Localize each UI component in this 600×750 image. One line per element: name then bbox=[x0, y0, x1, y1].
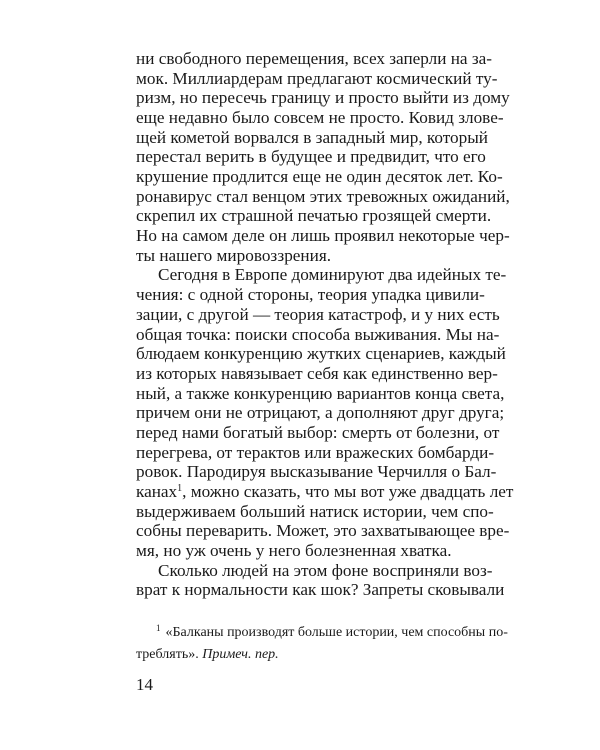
footnote-marker: 1 bbox=[156, 623, 161, 633]
body-line: щей кометой ворвался в западный мир, который bbox=[136, 127, 488, 147]
paragraph-start-line: Сегодня в Европе доминируют два идейных те- bbox=[158, 265, 507, 285]
body-line: выдерживаем больший натиск истории, чем спо- bbox=[136, 501, 494, 521]
body-line-fragment: , можно сказать, что мы вот уже двадцать лет bbox=[182, 481, 514, 501]
body-line: мя, но уж очень у него болезненная хватка. bbox=[136, 540, 452, 560]
page-number: 14 bbox=[136, 675, 153, 694]
body-line-fragment: канах bbox=[136, 481, 178, 501]
body-line: крушение продлится еще не один десяток лет. Ко- bbox=[136, 167, 503, 187]
body-line: чения: с одной стороны, теория упадка цивили- bbox=[136, 285, 485, 305]
body-line: еще недавно было совсем не просто. Ковид зловe- bbox=[136, 108, 504, 128]
body-line: ризм, но пересечь границу и просто выйти из дому bbox=[136, 88, 510, 108]
body-line: врат к нормальности как шок? Запреты сковывали bbox=[136, 580, 505, 600]
body-line: из которых навязывает себя как единственно вер- bbox=[136, 363, 498, 383]
body-line: причем они не отрицают, а дополняют друг друга; bbox=[136, 403, 505, 423]
body-line: перегрева, от терактов или вражеских бомбарди- bbox=[136, 442, 495, 462]
footnote bbox=[156, 622, 508, 644]
footnote-translator-note: Примеч. пер. bbox=[202, 647, 279, 662]
body-line: Но на самом деле он лишь проявил некоторые чер- bbox=[136, 226, 510, 246]
body-line-with-footnote-ref bbox=[136, 481, 514, 502]
footnote-text: «Балканы производят больше истории, чем способны по- bbox=[165, 625, 508, 640]
body-line: блюдаем конкуренцию жутких сценариев, каждый bbox=[136, 344, 506, 364]
footnote-text: треблять». bbox=[136, 647, 203, 662]
body-line: ты нашего мировоззрения. bbox=[136, 245, 332, 265]
body-line: скрепил их страшной печатью грозящей смерти. bbox=[136, 206, 492, 226]
body-line: перестал верить в будущее и предвидит, что его bbox=[136, 147, 486, 167]
paragraph-start-line: Сколько людей на этом фоне восприняли воз- bbox=[158, 560, 493, 580]
body-line: мок. Миллиардерам предлагают космический ту- bbox=[136, 68, 498, 88]
body-line: общая точка: поиски способа выживания. Мы на- bbox=[136, 324, 500, 344]
body-line: ный, а также конкуренцию вариантов конца света, bbox=[136, 383, 505, 403]
body-line: перед нами богатый выбор: смерть от болезни, от bbox=[136, 422, 500, 442]
body-line: зации, с другой — теория катастроф, и у них есть bbox=[136, 304, 500, 324]
body-line: ровок. Пародируя высказывание Черчилля о Бал- bbox=[136, 462, 497, 482]
body-line: ронавирус стал венцом этих тревожных ожиданий, bbox=[136, 186, 510, 206]
footnote-continuation bbox=[136, 644, 475, 666]
body-line: ни свободного перемещения, всех заперли на за- bbox=[136, 49, 492, 68]
footnote-reference[interactable]: 1 bbox=[177, 482, 183, 494]
body-line: собны переварить. Может, это захватывающее вре- bbox=[136, 521, 510, 541]
